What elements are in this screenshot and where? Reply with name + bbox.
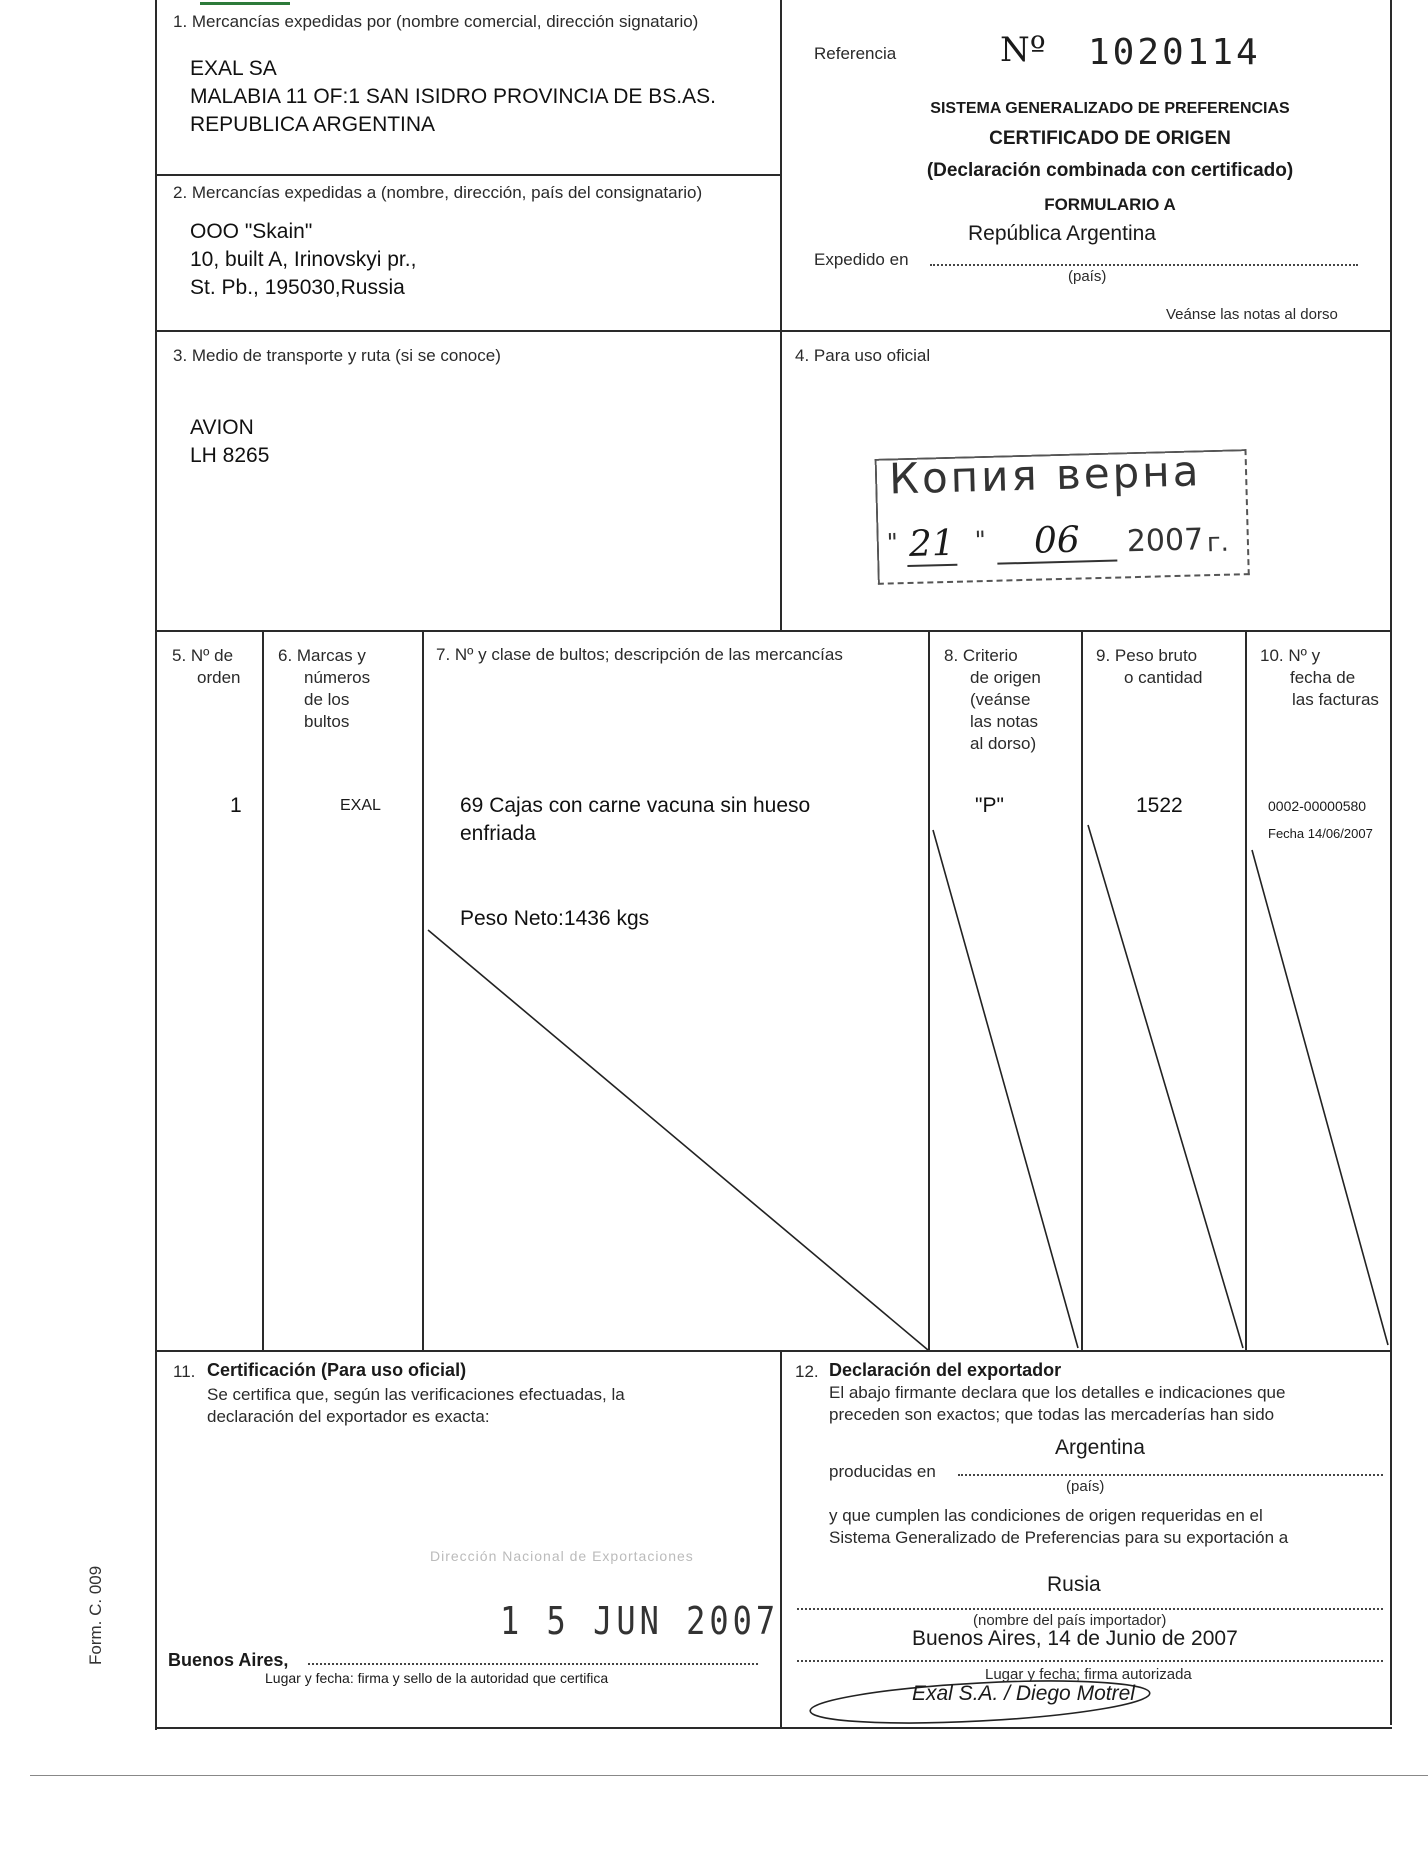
- row-orden: 1: [230, 794, 242, 817]
- certificate-subtitle: (Declaración combinada con certificado): [926, 160, 1294, 181]
- cancel-line-factura: [1252, 850, 1388, 1345]
- box2-label: 2. Mercancías expedidas a (nombre, dirección, país del consignatario): [173, 183, 703, 202]
- issuing-country: República Argentina: [968, 222, 1156, 245]
- box3-label: 3. Medio de transporte y ruta (si se conoce): [173, 346, 501, 365]
- cancel-line-criterio: [933, 830, 1078, 1348]
- col6-header-line: de los: [304, 690, 350, 709]
- box11-text: [207, 1384, 625, 1428]
- row-factura-fecha: Fecha 14/06/2007: [1268, 826, 1373, 841]
- col10-header-line: las facturas: [1292, 690, 1379, 709]
- shipper-line: REPUBLICA ARGENTINA: [190, 113, 436, 136]
- form-title: FORMULARIO A: [1044, 195, 1176, 214]
- col8-header-line: al dorso): [970, 734, 1037, 753]
- col8-header-line: las notas: [970, 712, 1039, 731]
- cancel-line-description: [428, 930, 928, 1350]
- description-line: 69 Cajas con carne vacuna sin hueso: [460, 794, 811, 817]
- col8-header-line: de origen: [970, 668, 1041, 687]
- stamp-title: Копия верна: [888, 446, 1203, 504]
- consignee-line: OOO "Skain": [190, 220, 313, 243]
- col6-header-line: números: [304, 668, 371, 687]
- destino-label: (nombre del país importador): [973, 1612, 1167, 1629]
- box11-city: Buenos Aires,: [168, 1650, 289, 1670]
- form-code-label: Form. C. 009: [86, 1565, 105, 1665]
- box11-title: Certificación (Para uso oficial): [207, 1360, 467, 1380]
- certificate-title: CERTIFICADO DE ORIGEN: [989, 128, 1231, 149]
- stamp-suffix: г.: [1206, 527, 1230, 559]
- box12-text-line: El abajo firmante declara que los detalles e indicaciones que: [829, 1383, 1286, 1402]
- pais-label: (país): [1068, 268, 1107, 285]
- description-line: enfriada: [460, 822, 536, 845]
- transport-line: AVION: [190, 416, 254, 439]
- box12-num: 12.: [795, 1362, 819, 1381]
- col9-header-line: o cantidad: [1124, 668, 1203, 687]
- consignee-line: St. Pb., 195030,Russia: [190, 276, 405, 299]
- box11-text-line: declaración del exportador es exacta:: [207, 1407, 490, 1426]
- row-peso-bruto: 1522: [1136, 794, 1183, 817]
- referencia-label: Referencia: [814, 44, 897, 63]
- system-title: SISTEMA GENERALIZADO DE PREFERENCIAS: [930, 100, 1290, 117]
- row-marcas: EXAL: [340, 797, 381, 814]
- col9-header-line: 9. Peso bruto: [1096, 646, 1198, 665]
- col8-header-line: 8. Criterio: [944, 646, 1018, 665]
- row-criterio: "P": [975, 794, 1004, 817]
- stamp-quote-close: ": [974, 525, 987, 555]
- consignee-line: 10, built A, Irinovskyi pr.,: [190, 248, 417, 271]
- box11-dots: [308, 1663, 758, 1665]
- row-factura: 0002-00000580: [1268, 798, 1367, 814]
- box12-text-line: Sistema Generalizado de Preferencias para su exportación a: [829, 1528, 1289, 1547]
- box12-text-line: y que cumplen las condiciones de origen requeridas en el: [829, 1506, 1263, 1525]
- box11-footer: Lugar y fecha: firma y sello de la autoridad que certifica: [265, 1670, 609, 1686]
- signature-label: Lugar y fecha; firma autorizada: [985, 1666, 1192, 1683]
- col10-header-line: 10. Nº y: [1260, 646, 1321, 665]
- box12-pais-label: (país): [1066, 1478, 1105, 1495]
- col6-header-line: bultos: [304, 712, 350, 731]
- shipper-line: EXAL SA: [190, 57, 277, 80]
- producidas-label: producidas en: [829, 1462, 936, 1481]
- cancel-line-peso: [1088, 825, 1243, 1348]
- stamp-day: 21: [906, 523, 957, 567]
- producidas-dots: [958, 1474, 1383, 1476]
- certificate-number: 1020114: [1088, 32, 1261, 73]
- expedido-label: Expedido en: [814, 250, 909, 269]
- destino-value: Rusia: [1047, 1573, 1101, 1596]
- col8-header-line: (veánse: [970, 690, 1031, 709]
- stamp-month: 06: [996, 519, 1117, 565]
- box11-text-line: Se certifica que, según las verificaciones efectuadas, la: [207, 1385, 625, 1404]
- box12-text-line: preceden son exactos; que todas las mercaderías han sido: [829, 1405, 1275, 1424]
- row-peso-neto: Peso Neto:1436 kgs: [460, 907, 650, 930]
- certification-date-stamp: 1 5 JUN 2007: [500, 1598, 780, 1644]
- col5-header-line: 5. Nº de: [172, 646, 234, 665]
- signature-name: Exal S.A. / Diego Motrel: [912, 1682, 1135, 1705]
- stamp-quote-open: ": [886, 528, 899, 557]
- place-date-dots: [797, 1660, 1383, 1662]
- faint-authority-stamp: Dirección Nacional de Exportaciones: [430, 1548, 694, 1564]
- destino-dots: [797, 1608, 1383, 1610]
- col6-header-line: 6. Marcas y: [278, 646, 366, 665]
- number-symbol: Nº: [1000, 30, 1046, 70]
- box12-title: Declaración del exportador: [829, 1360, 1062, 1380]
- box12-text2: [829, 1505, 1288, 1549]
- box1-label: 1. Mercancías expedidas por (nombre comercial, dirección signatario): [173, 12, 699, 31]
- box11-num: 11.: [173, 1362, 196, 1381]
- col10-header-line: fecha de: [1290, 668, 1356, 687]
- place-date: Buenos Aires, 14 de Junio de 2007: [912, 1627, 1238, 1650]
- col5-header-line: orden: [197, 668, 241, 687]
- box12-text1: [829, 1382, 1285, 1426]
- notes-label: Veánse las notas al dorso: [1166, 306, 1338, 323]
- col7-header: 7. Nº y clase de bultos; descripción de las mercancías: [436, 645, 843, 664]
- transport-line: LH 8265: [190, 444, 270, 467]
- shipper-line: MALABIA 11 OF:1 SAN ISIDRO PROVINCIA DE BS.AS.: [190, 85, 716, 108]
- producidas-value: Argentina: [1055, 1436, 1145, 1459]
- box4-label: 4. Para uso oficial: [795, 346, 931, 365]
- stamp-year: 2007: [1126, 522, 1204, 560]
